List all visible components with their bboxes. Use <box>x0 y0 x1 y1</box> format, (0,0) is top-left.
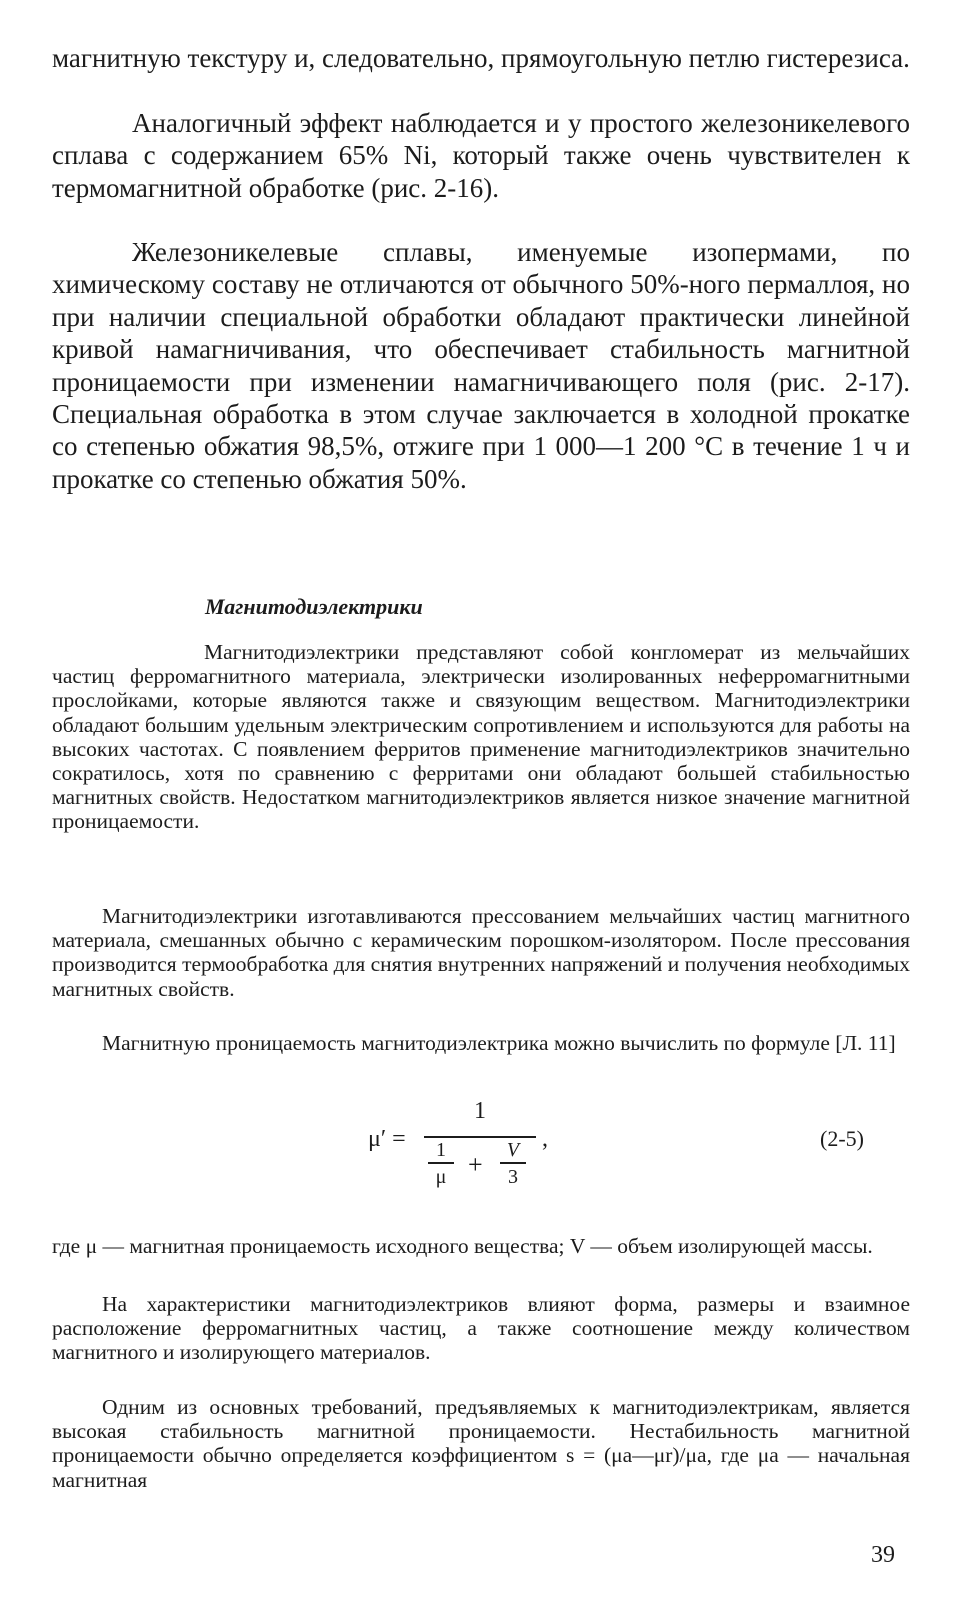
paragraph-formula-intro: Магнитную проницаемость магнитодиэлектрика можно вычислить по формуле [Л. 11] <box>102 1031 896 1055</box>
term2-numerator: V <box>506 1139 520 1161</box>
equation-number: (2-5) <box>820 1126 864 1151</box>
paragraph-continuation: магнитную текстуру и, следовательно, прямоугольную петлю гистерезиса. <box>52 43 910 73</box>
formula-term-one-over-mu <box>428 1138 454 1190</box>
formula-term-v-over-3 <box>500 1138 526 1190</box>
formula-numerator: 1 <box>474 1098 486 1124</box>
formula-denominator <box>424 1138 536 1194</box>
formula-2-5 <box>360 1096 660 1196</box>
term1-numerator: 1 <box>436 1139 446 1161</box>
paragraph-isoperm: Железоникелевые сплавы, именуемые изопермами, по химическому составу не отличаются от обычного 50%-ного пермаллоя, но при наличии специальной обработки обладают практически линейной кривой намагничивания, что обеспечивает стабильность магнитной проницаемости при изменении намагничивающего поля (рис. 2-17). Специальная обработка в этом случае заключается в холодной прокатке со степенью обжатия 98,5%, отжиге при 1 000—1 200 °С в течение 1 ч и прокатке со степенью обжатия 50%. <box>52 237 910 494</box>
paragraph-manufacturing: Магнитодиэлектрики изготавливаются прессованием мельчайших частиц магнитного материала, смешанных обычно с керамическим порошком-изолятором. После прессования производится термообработка для снятия внутренних напряжений и получения необходимых магнитных свойств. <box>52 904 910 1001</box>
paragraph-characteristics: На характеристики магнитодиэлектриков влияют форма, размеры и взаимное расположение ферромагнитных частиц, а также соотношение между количеством магнитного и изолирующего материалов. <box>52 1292 910 1365</box>
formula-comma: , <box>542 1126 548 1152</box>
term2-denominator: 3 <box>508 1165 518 1188</box>
page-number: 39 <box>871 1542 895 1568</box>
paragraph-formula-legend: где μ — магнитная проницаемость исходного вещества; V — объем изолирующей массы. <box>52 1234 873 1258</box>
term1-denominator: μ <box>435 1165 447 1188</box>
formula-main-fraction <box>424 1096 536 1196</box>
paragraph-magnetodielectrics-intro: Магнитодиэлектрики представляют собой конгломерат из мельчайших частиц ферромагнитного материала, электрически изолированных неферромагнитными прослойками, которые являются также и связующим веществом. Магнитодиэлектрики обладают большим удельным электрическим сопротивлением и используются для работы на высоких частотах. С появлением ферритов применение магнитодиэлектриков значительно сократилось, хотя по сравнению с ферритами они обладают большей стабильностью магнитных свойств. Недостатком магнитодиэлектриков является низкое значение магнитной проницаемости. <box>52 640 910 834</box>
section-heading: Магнитодиэлектрики <box>205 594 423 619</box>
formula-plus: + <box>468 1150 483 1179</box>
formula-lhs: μ′ = <box>368 1126 406 1152</box>
paragraph-stability: Одним из основных требований, предъявляемых к магнитодиэлектрикам, является высокая стабильность магнитной проницаемости. Нестабильность магнитной проницаемости обычно определяется коэффициентом s = (μa—μr)/μa, где μa — начальная магнитная <box>52 1395 910 1492</box>
paragraph-nickel-alloy: Аналогичный эффект наблюдается и у простого железоникелевого сплава с содержанием 65% Ni, который также очень чувствителен к термомагнитной обработке (рис. 2-16). <box>52 108 910 203</box>
